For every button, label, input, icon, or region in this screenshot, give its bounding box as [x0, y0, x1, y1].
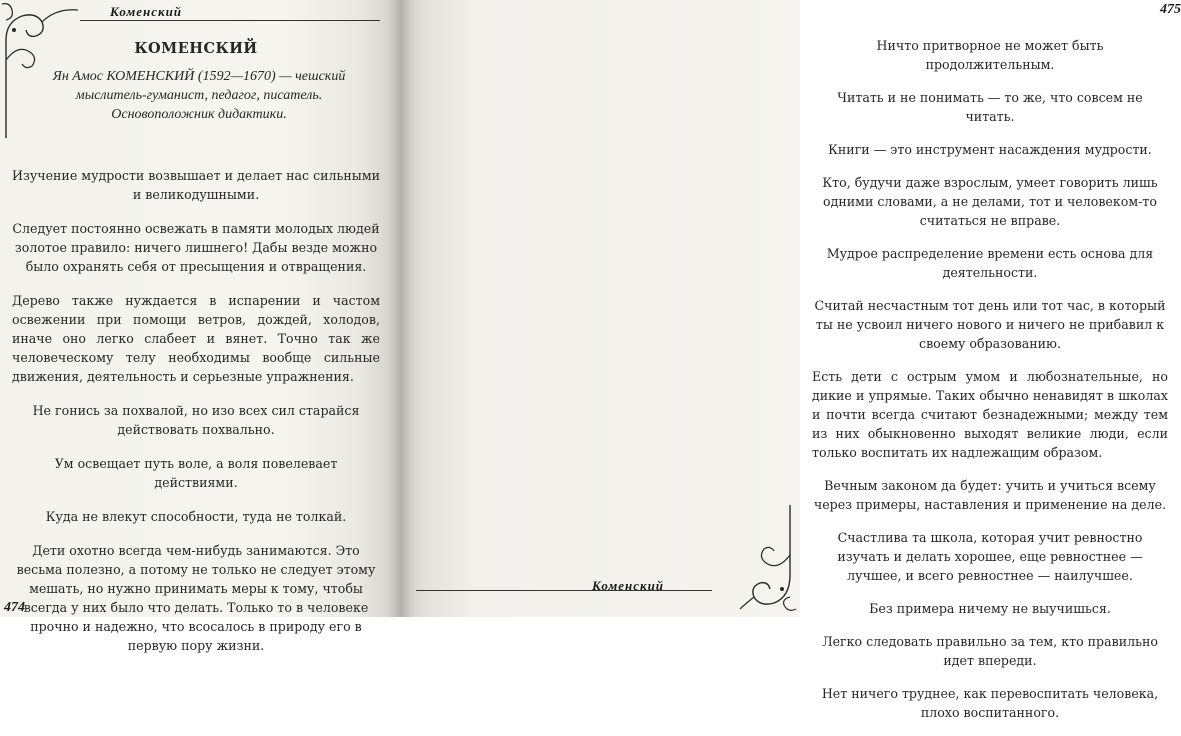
quote: Вечным законом да будет: учить и учиться всему через примеры, наставления и применение на деле. [813, 478, 1167, 512]
page-number-right: 475 [1160, 2, 1181, 17]
quote: Есть дети с острым умом и любознательные, но дикие и упрямые. Таких обычно ненавидят в школах и почти всегда считают безнадежными; между тем из них обыкновенно выходят великие люди, если только воспитать их надлежащим образом. [812, 369, 1168, 460]
footer-rule [416, 590, 712, 591]
quote-list-right [812, 36, 1168, 722]
quote: Ум освещает путь воле, а воля повелевает действиями. [54, 456, 338, 490]
corner-ornament-bottom-right [740, 505, 800, 615]
quote: Не гонись за похвалой, но изо всех сил старайся действовать похвально. [32, 403, 360, 437]
book-spine-shadow [388, 0, 412, 617]
running-foot: Коменский [592, 578, 665, 593]
right-page [400, 0, 1181, 720]
quote: Следует постоянно освежать в памяти молодых людей золотое правило: ничего лишнего! Дабы везде можно было охранять себя от пресыщения и отвращения. [12, 221, 380, 274]
author-intro: Ян Амос КОМЕНСКИЙ (1592—1670) — чешский мыслитель-гуманист, педагог, писатель. Основоположник дидактики. [52, 69, 346, 122]
quote: Читать и не понимать — то же, что совсем не читать. [837, 90, 1143, 124]
quote: Кто, будучи даже взрослым, умеет говорить лишь одними словами, а не делами, тот и человеком-то считаться не вправе. [822, 175, 1158, 228]
quote: Куда не влекут способности, туда не толкай. [45, 509, 347, 524]
quote: Ничто притворное не может быть продолжительным. [876, 38, 1104, 72]
quote: Мудрое распределение времени есть основа для деятельности. [826, 246, 1154, 280]
quote: Изучение мудрости возвышает и делает нас сильными и великодушными. [12, 168, 381, 202]
quote: Книги — это инструмент насаждения мудрости. [828, 142, 1152, 157]
right-column [812, 36, 1168, 736]
running-head: Коменский [110, 4, 183, 19]
page-title: КОМЕНСКИЙ [134, 40, 258, 57]
left-column [12, 40, 380, 670]
header-rule [80, 20, 380, 21]
quote: Дети охотно всегда чем-нибудь занимаются. Это весьма полезно, а потому не только не следует этому мешать, но нужно принимать меры к тому, чтобы всегда у них было что делать. Только то в человеке прочно и надежно, что всосалось в природу его в первую пору жизни. [16, 543, 376, 653]
quote: Дерево также нуждается в испарении и частом освежении при помощи ветров, дождей, холодов, иначе оно легко слабеет и вянет. Точно так же человеческому телу необходимы вообще сильные движения, деятельность и серьезные упражнения. [12, 293, 380, 384]
quote: Без примера ничему не выучишься. [869, 601, 1111, 616]
quote: Легко следовать правильно за тем, кто правильно идет впереди. [822, 634, 1158, 668]
page-number-left: 474 [4, 600, 25, 615]
quote: Нет ничего труднее, как перевоспитать человека, плохо воспитанного. [821, 686, 1159, 720]
left-page [0, 0, 400, 653]
quote-list-left [12, 166, 380, 655]
quote: Считай несчастным тот день или тот час, в который ты не усвоил ничего нового и ничего не прибавил к своему образованию. [814, 298, 1166, 351]
quote: Счастлива та школа, которая учит ревностно изучать и делать хорошее, еще ревностнее — лучшее, и всего ревностнее — наилучшее. [837, 530, 1143, 583]
